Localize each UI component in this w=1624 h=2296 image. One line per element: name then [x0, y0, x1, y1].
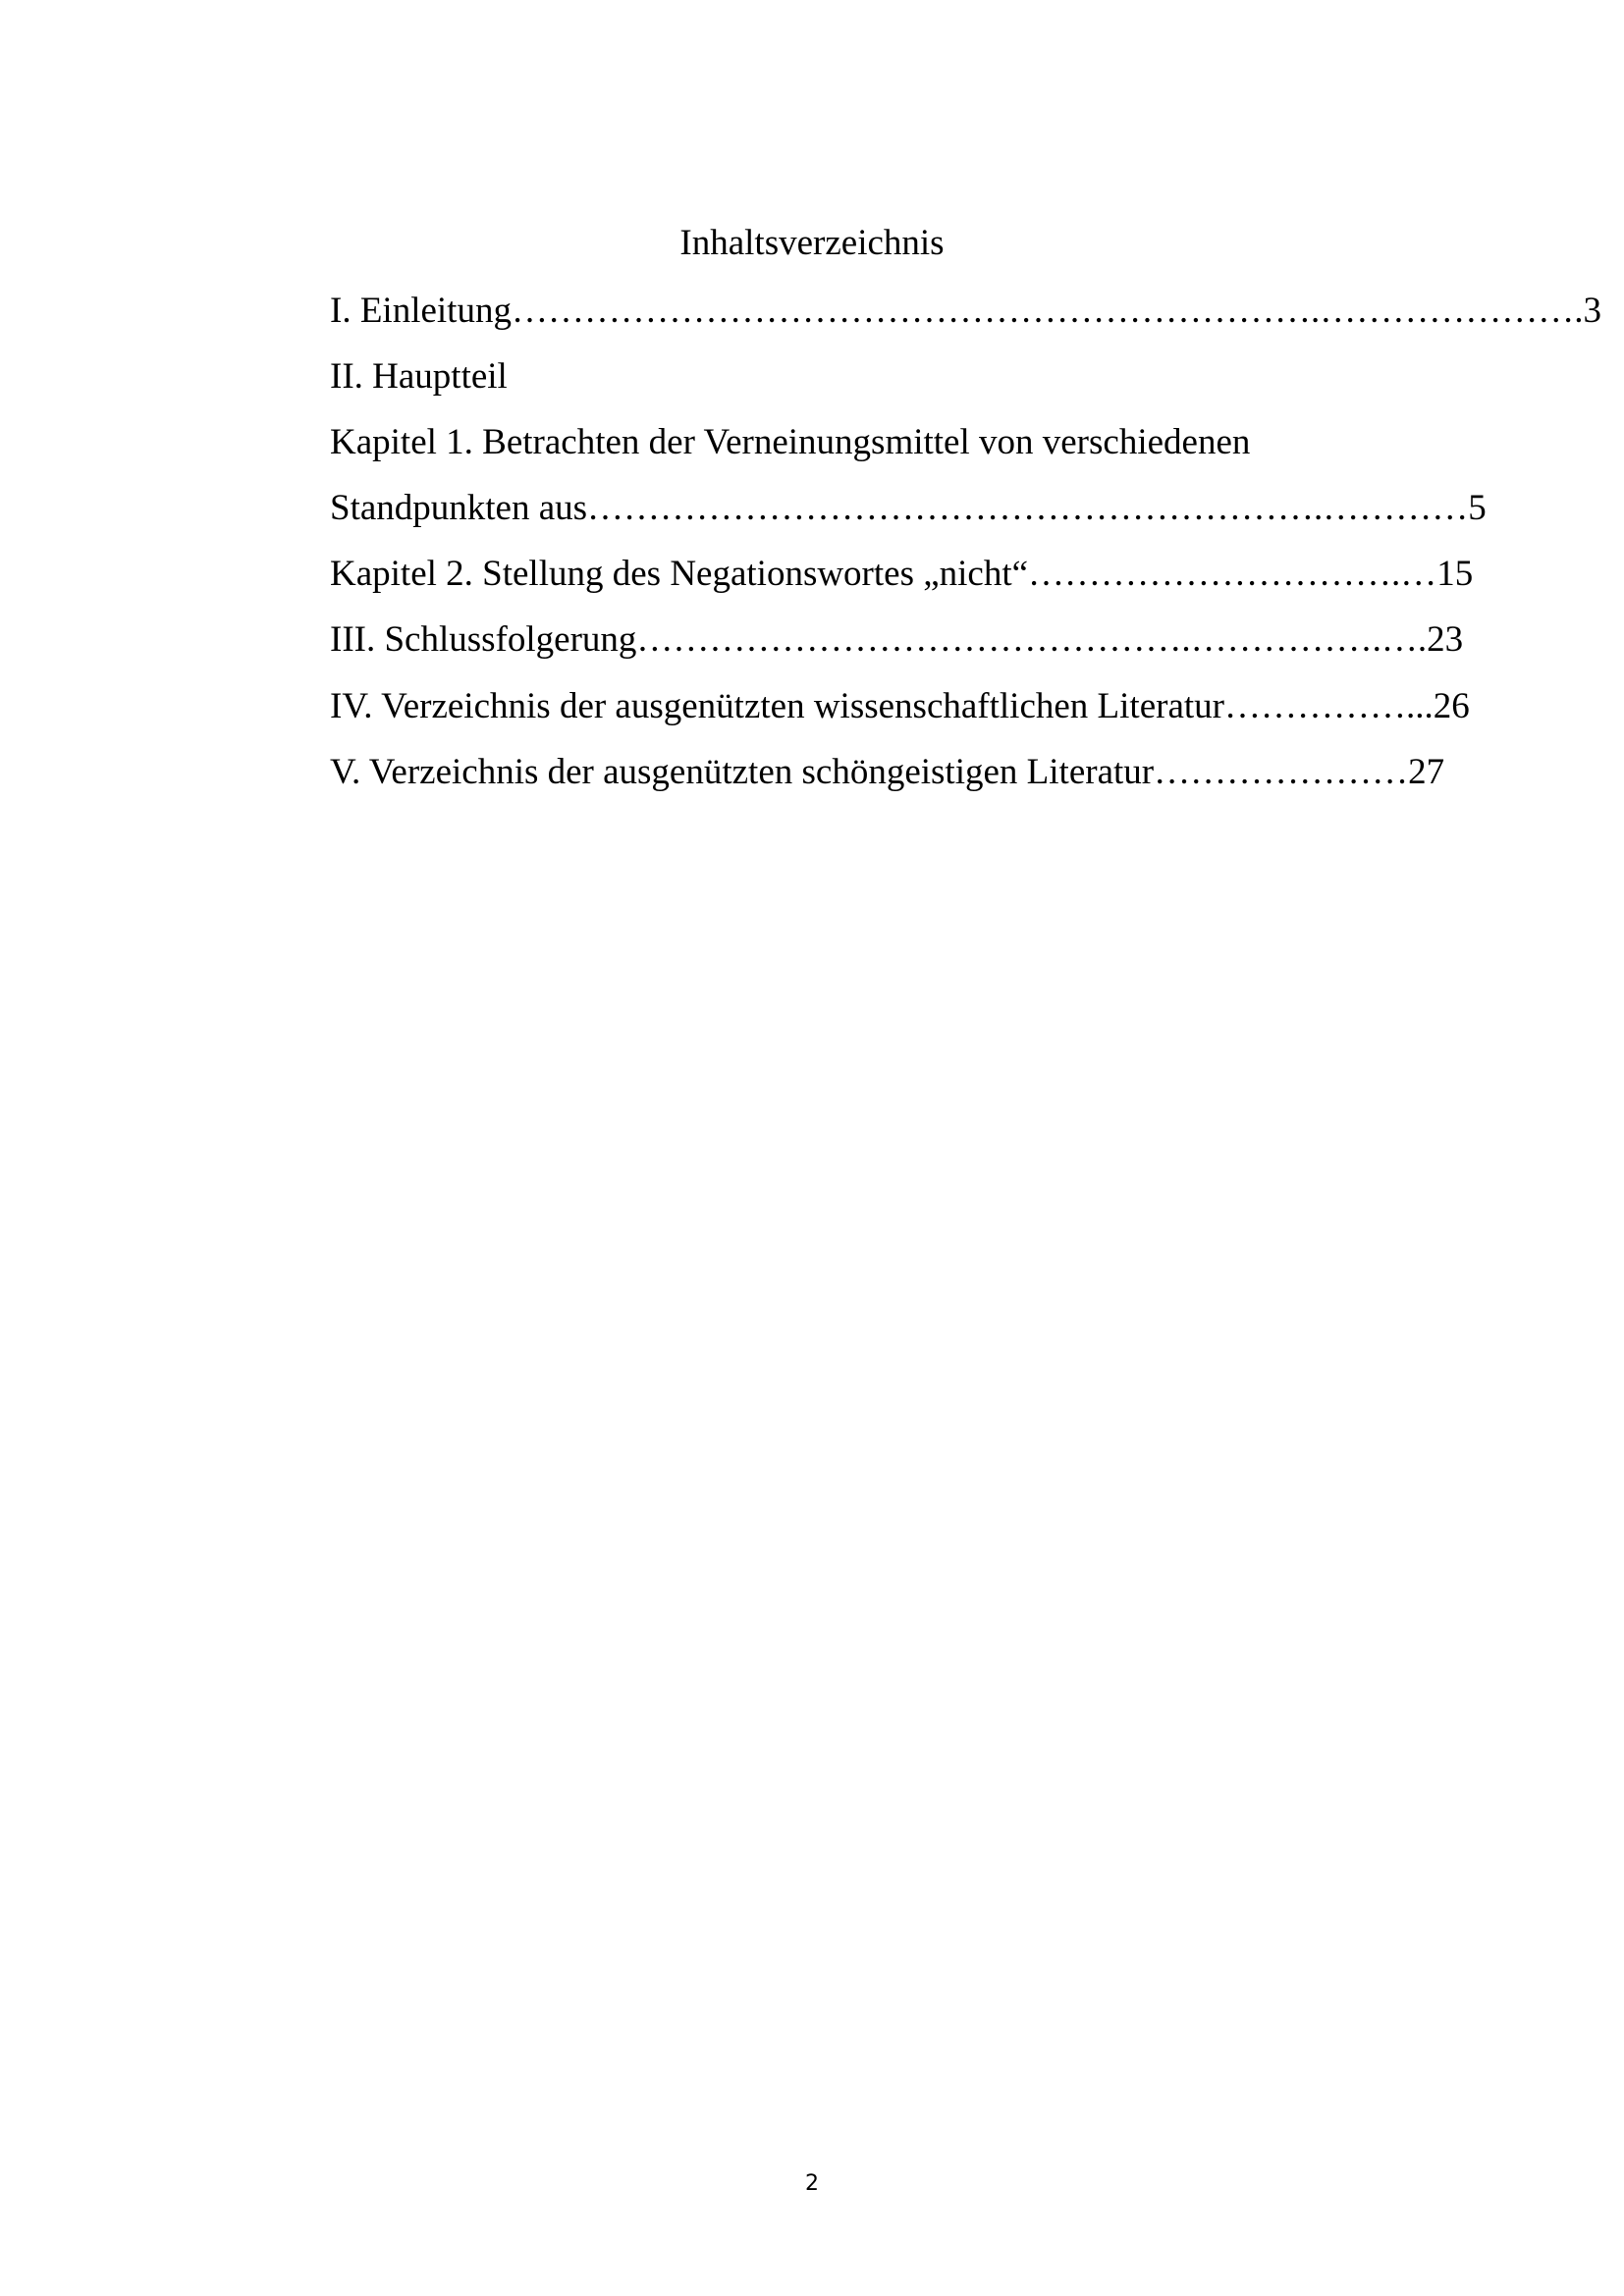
toc-entry-kapitel-2: Kapitel 2. Stellung des Negationswortes „nicht“………………………….…15 — [330, 554, 1474, 594]
page-number: 2 — [805, 2171, 819, 2196]
toc-entry-kapitel-1-line-2: Standpunkten aus…………………………………………………….…………5 — [330, 488, 1487, 528]
toc-entry-schlussfolgerung: III. Schlussfolgerung……………………………………….…………….….23 — [330, 619, 1464, 660]
toc-entry-wissenschaftliche-literatur: IV. Verzeichnis der ausgenützten wissenschaftlichen Literatur……………...26 — [330, 686, 1470, 726]
toc-entry-schoengeistige-literatur: V. Verzeichnis der ausgenützten schöngeistigen Literatur…………………27 — [330, 752, 1445, 792]
toc-entry-kapitel-1-line-1: Kapitel 1. Betrachten der Verneinungsmittel von verschiedenen — [330, 422, 1251, 462]
toc-title: Inhaltsverzeichnis — [679, 223, 945, 263]
toc-entry-hauptteil: II. Hauptteil — [330, 356, 508, 397]
toc-entry-einleitung: I. Einleitung………………………………………………………….………………….3 — [330, 291, 1601, 331]
